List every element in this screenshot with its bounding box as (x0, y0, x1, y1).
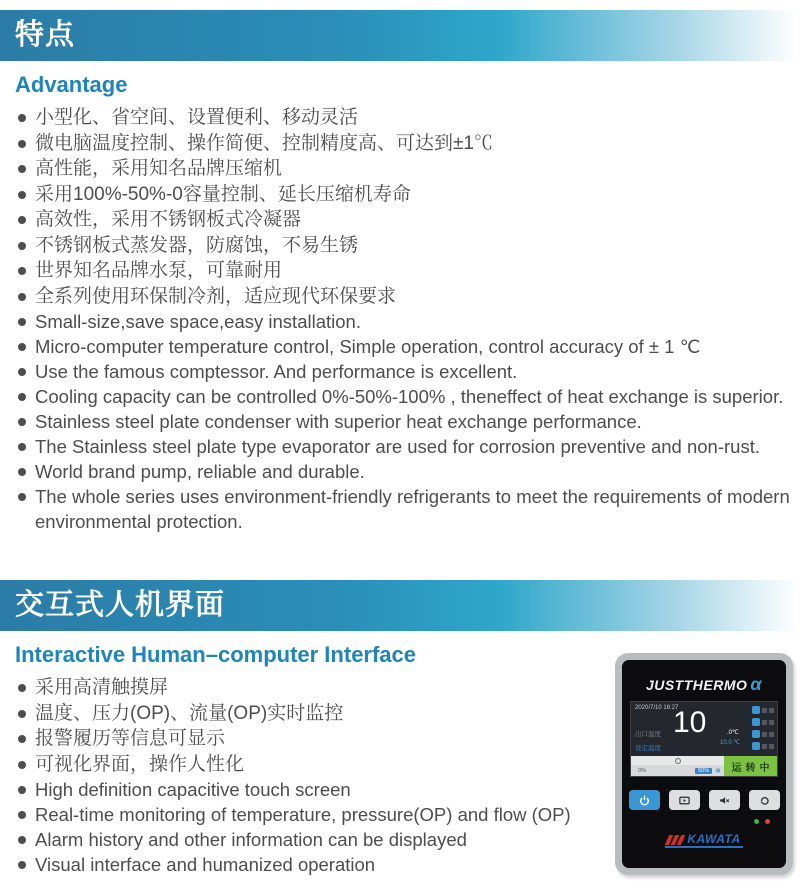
outlet-temp-label: 出口温度 (635, 731, 661, 738)
menu-cell (762, 720, 767, 725)
mute-button[interactable] (709, 790, 740, 810)
refresh-button[interactable] (749, 790, 780, 810)
controller-device (615, 653, 793, 875)
run-status-badge: 运转中 (724, 756, 777, 776)
brand-alpha: α (750, 674, 763, 694)
menu-cell (762, 732, 767, 737)
bullet-item: 采用高清触摸屏 (16, 675, 601, 701)
menu-cell (769, 744, 774, 749)
bullet-item: 微电脑温度控制、操作简便、控制精度高、可达到±1℃ (16, 131, 796, 157)
bullet-item: Micro-computer temperature control, Simple operation, control accuracy of ± 1 ℃ (16, 334, 796, 359)
bullet-item: High definition capacitive touch screen (16, 777, 601, 802)
device-button-row (629, 790, 780, 810)
advantage-list (16, 105, 796, 534)
monitor-icon[interactable] (752, 706, 760, 714)
section1-banner (0, 10, 807, 61)
bullet-item: Alarm history and other information can be displayed (16, 827, 601, 852)
bullet-item: 采用100%-50%-0容量控制、延长压缩机寿命 (16, 182, 796, 208)
decimal-unit: .0℃ (727, 730, 739, 736)
capacity-row (631, 765, 724, 776)
set-temp-label: 设定温度 (635, 745, 661, 752)
bullet-item: 报警履历等信息可显示 (16, 726, 601, 752)
menu-cell (762, 744, 767, 749)
bullet-item: The whole series uses environment-friendly refrigerants to meet the requirements of modern environmental protection. (16, 484, 796, 534)
section2-banner-title: 交互式人机界面 (15, 589, 226, 621)
section2-banner (0, 580, 807, 631)
kawata-logo-text: KAWATA (687, 832, 741, 846)
display-icon (678, 794, 691, 807)
menu-cell (762, 708, 767, 713)
bullet-item: 高效性，采用不锈钢板式冷凝器 (16, 207, 796, 233)
display-button[interactable] (669, 790, 700, 810)
bullet-item: 全系列使用环保制冷剂，适应现代环保要求 (16, 284, 796, 310)
snowflake-icon: ❄ (715, 767, 721, 775)
main-temperature-value: 10 (673, 706, 707, 739)
device-brand-logo (646, 674, 762, 695)
bullet-item: 温度、压力(OP)、流量(OP)实时监控 (16, 701, 601, 727)
bullet-item: Stainless steel plate condenser with superior heat exchange performance. (16, 409, 796, 434)
tools-icon[interactable] (752, 730, 760, 738)
capacity-low-label: 0% (638, 767, 646, 774)
capacity-mid-chip: 50% (695, 768, 712, 774)
bullet-item: Cooling capacity can be controlled 0%-50%-100% , theneffect of heat exchange is superior. (16, 384, 796, 409)
menu-row[interactable] (752, 718, 774, 726)
kawata-logo (665, 834, 742, 848)
bullet-item: 小型化、省空间、设置便利、移动灵活 (16, 105, 796, 131)
refresh-icon (758, 794, 771, 807)
interface-list (16, 675, 601, 877)
menu-row[interactable] (752, 706, 774, 714)
bullet-item: Real-time monitoring of temperature, pressure(OP) and flow (OP) (16, 802, 601, 827)
touch-screen[interactable] (630, 701, 778, 777)
bullet-item: Visual interface and humanized operation (16, 852, 601, 877)
screen-menu-icons (752, 706, 774, 750)
bullet-item: The Stainless steel plate type evaporator are used for corrosion preventive and non-rust. (16, 434, 796, 459)
screen-bottom-strip (631, 756, 777, 776)
power-button[interactable] (629, 790, 660, 810)
bullet-item: World brand pump, reliable and durable. (16, 459, 796, 484)
bullet-item: 可视化界面，操作人性化 (16, 752, 601, 778)
status-leds (754, 819, 770, 824)
bullet-item: Use the famous comptessor. And performance is excellent. (16, 359, 796, 384)
settings-icon[interactable] (752, 742, 760, 750)
bullet-item: 不锈钢板式蒸发器，防腐蚀，不易生锈 (16, 233, 796, 259)
bullet-item: Small-size,save space,easy installation. (16, 309, 796, 334)
edit-icon[interactable] (752, 718, 760, 726)
menu-row[interactable] (752, 742, 774, 750)
menu-cell (769, 732, 774, 737)
gear-row (631, 756, 724, 765)
brand-text: JUSTTHERMO (645, 677, 748, 693)
menu-cell (769, 708, 774, 713)
bullet-item: 世界知名品牌水泵，可靠耐用 (16, 258, 796, 284)
section2-heading: Interactive Human–computer Interface (15, 642, 417, 667)
screen-datetime: 2020/7/10 16:27 (635, 705, 679, 711)
green-led (754, 819, 759, 824)
controller-face (622, 660, 786, 868)
set-temperature-value: 10.0 ℃ (720, 740, 741, 746)
section1-heading: Advantage (15, 72, 128, 97)
red-led (765, 819, 770, 824)
bullet-item: 高性能，采用知名品牌压缩机 (16, 156, 796, 182)
capacity-panel[interactable] (631, 756, 724, 776)
power-icon (638, 794, 651, 807)
section1-banner-title: 特点 (15, 19, 76, 51)
mute-speaker-icon (718, 794, 731, 807)
menu-row[interactable] (752, 730, 774, 738)
menu-cell (769, 720, 774, 725)
gear-icon (675, 758, 681, 764)
